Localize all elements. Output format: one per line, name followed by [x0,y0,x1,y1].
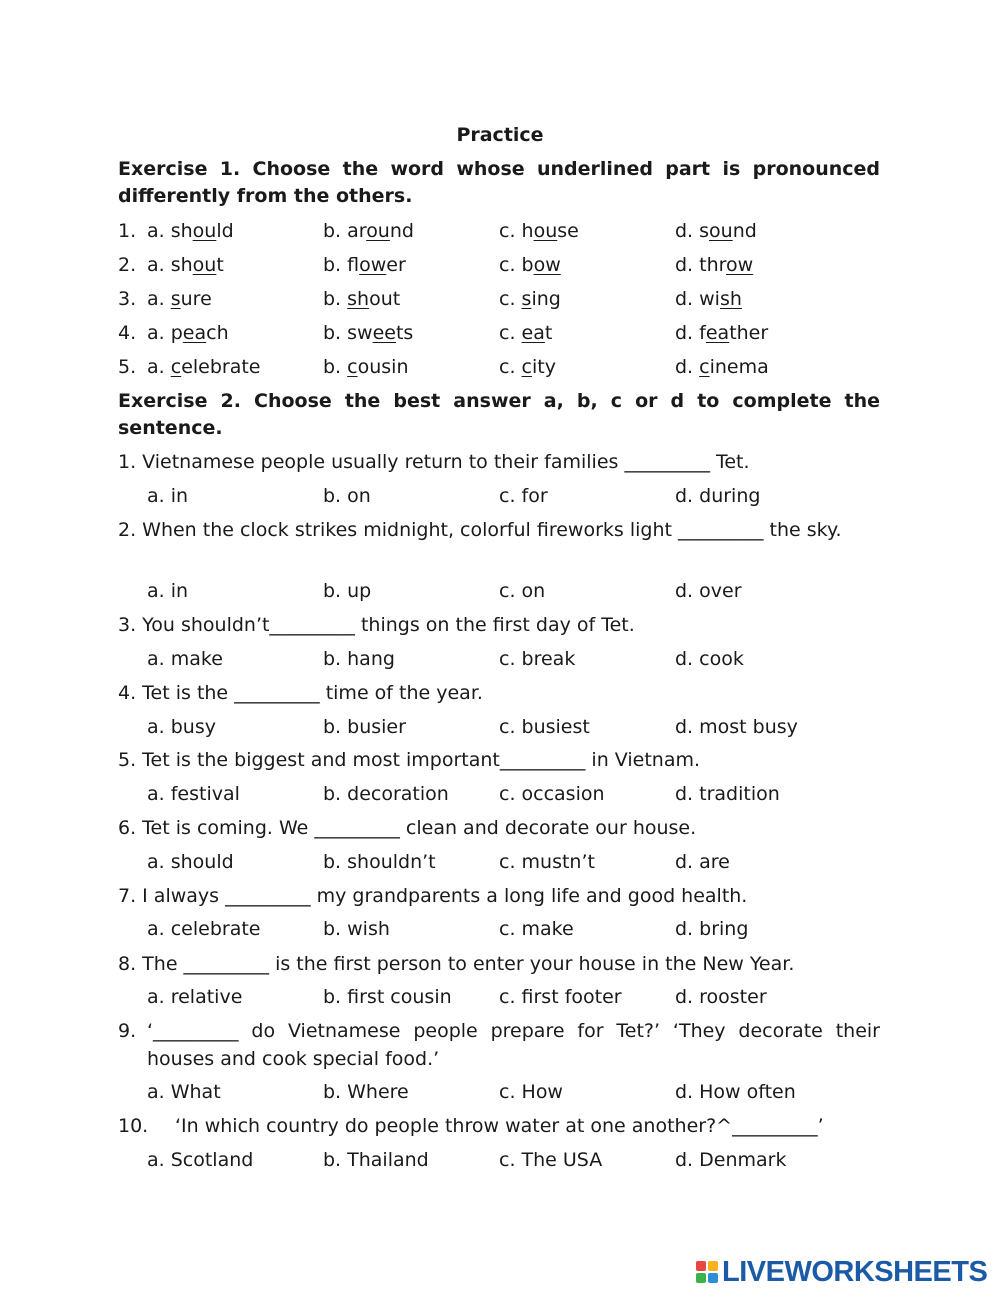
option-c[interactable]: c. for [499,485,548,507]
option-b[interactable]: b. hang [323,648,395,670]
underlined-part: ow [533,254,561,276]
option-b[interactable]: b. busier [323,716,406,738]
question-9-text: ‘_________ do Vietnamese people prepare for Tet?’ ‘They decorate their houses and cook special food.’ [147,1020,880,1070]
logo-text: LIVEWORKSHEETS [722,1255,988,1288]
option-c[interactable]: c. first footer [499,986,622,1008]
logo-mark-icon [696,1261,718,1283]
option-d[interactable]: d. most busy [675,716,798,738]
underlined-part: sh [719,288,742,310]
option-b[interactable]: b. shouldn’t [323,851,436,873]
option-c[interactable]: c. The USA [499,1149,603,1171]
option-b[interactable]: b. around [323,220,414,242]
option-c[interactable]: c. How [499,1081,563,1103]
logo-square [708,1273,718,1283]
logo-square [696,1273,706,1283]
option-a[interactable]: a. busy [147,716,216,738]
option-a[interactable]: a. shout [147,254,224,276]
option-a[interactable]: a. make [147,648,223,670]
option-b[interactable]: b. Where [323,1081,409,1103]
underlined-part: ea [705,322,730,344]
question-5-text: 5. Tet is the biggest and most important_________ in Vietnam. [118,749,701,771]
option-c[interactable]: c. sing [499,288,561,310]
underlined-part: ea [521,322,545,344]
question-9-number: 9. [118,1020,137,1042]
item-number: 2. [118,254,137,276]
option-b[interactable]: b. on [323,485,371,507]
option-d[interactable]: d. sound [675,220,757,242]
item-number: 3. [118,288,137,310]
question-3-text: 3. You shouldn’t_________ things on the first day of Tet. [118,614,635,636]
option-c[interactable]: c. bow [499,254,561,276]
option-d[interactable]: d. rooster [675,986,767,1008]
question-8-text: 8. The _________ is the first person to enter your house in the New Year. [118,953,795,975]
option-c[interactable]: c. busiest [499,716,590,738]
option-d[interactable]: d. throw [675,254,754,276]
logo-square [708,1261,718,1271]
option-b[interactable]: b. cousin [323,356,409,378]
option-c[interactable]: c. on [499,580,546,602]
option-a[interactable]: a. celebrate [147,918,261,940]
option-c[interactable]: c. eat [499,322,553,344]
option-a[interactable]: a. What [147,1081,221,1103]
option-d[interactable]: d. Denmark [675,1149,787,1171]
underlined-part: ou [192,220,217,242]
item-number: 5. [118,356,137,378]
underlined-part: ow [726,254,754,276]
option-b[interactable]: b. Thailand [323,1149,429,1171]
option-a[interactable]: a. should [147,220,234,242]
option-b[interactable]: b. decoration [323,783,449,805]
page-title: Practice [456,124,544,146]
option-d[interactable]: d. wish [675,288,742,310]
question-1-text: 1. Vietnamese people usually return to their families _________ Tet. [118,451,750,473]
question-6-text: 6. Tet is coming. We _________ clean and decorate our house. [118,817,697,839]
exercise-1-heading: Exercise 1. Choose the word whose underlined part is pronounced differently from the others. [118,158,880,207]
underlined-part: ou [533,220,558,242]
option-b[interactable]: b. first cousin [323,986,452,1008]
option-a[interactable]: a. should [147,851,234,873]
underlined-part: c [347,356,358,378]
underlined-part: s [521,288,532,310]
underlined-part: c [521,356,532,378]
question-2-text: 2. When the clock strikes midnight, colorful fireworks light _________ the sky. [118,519,842,541]
underlined-part: ea [182,322,207,344]
option-d[interactable]: d. are [675,851,730,873]
option-d[interactable]: d. over [675,580,742,602]
option-c[interactable]: c. city [499,356,556,378]
option-a[interactable]: a. relative [147,986,243,1008]
item-number: 4. [118,322,137,344]
option-d[interactable]: d. bring [675,918,749,940]
underlined-part: sh [347,288,370,310]
option-a[interactable]: a. Scotland [147,1149,254,1171]
liveworksheets-logo [696,1257,987,1287]
option-d[interactable]: d. How often [675,1081,796,1103]
option-d[interactable]: d. cook [675,648,744,670]
question-10-number: 10. [118,1115,149,1137]
option-d[interactable]: d. during [675,485,761,507]
option-a[interactable]: a. celebrate [147,356,261,378]
underlined-part: ou [709,220,733,242]
option-a[interactable]: a. peach [147,322,229,344]
option-b[interactable]: b. up [323,580,372,602]
question-7-text: 7. I always _________ my grandparents a long life and good health. [118,885,748,907]
underlined-part: ee [372,322,396,344]
option-b[interactable]: b. wish [323,918,390,940]
item-number: 1. [118,220,137,242]
option-d[interactable]: d. feather [675,322,769,344]
underlined-part: ou [192,254,217,276]
option-c[interactable]: c. mustn’t [499,851,595,873]
underlined-part: ou [366,220,390,242]
option-c[interactable]: c. occasion [499,783,605,805]
option-b[interactable]: b. shout [323,288,401,310]
exercise-2-heading: Exercise 2. Choose the best answer a, b, c or d to complete the sentence. [118,390,880,439]
option-b[interactable]: b. sweets [323,322,414,344]
question-10-text: ‘In which country do people throw water at one another?^_________’ [175,1115,824,1137]
underlined-part: ow [359,254,387,276]
option-d[interactable]: d. cinema [675,356,769,378]
option-c[interactable]: c. break [499,648,576,670]
option-a[interactable]: a. in [147,580,189,602]
underlined-part: c [699,356,710,378]
logo-square [696,1261,706,1271]
option-d[interactable]: d. tradition [675,783,780,805]
question-4-text: 4. Tet is the _________ time of the year. [118,682,483,704]
option-c[interactable]: c. make [499,918,574,940]
option-a[interactable]: a. festival [147,783,240,805]
underlined-part: c [170,356,182,378]
option-c[interactable]: c. house [499,220,579,242]
option-b[interactable]: b. flower [323,254,406,276]
underlined-part: s [170,288,181,310]
option-a[interactable]: a. in [147,485,189,507]
option-a[interactable]: a. sure [147,288,212,310]
